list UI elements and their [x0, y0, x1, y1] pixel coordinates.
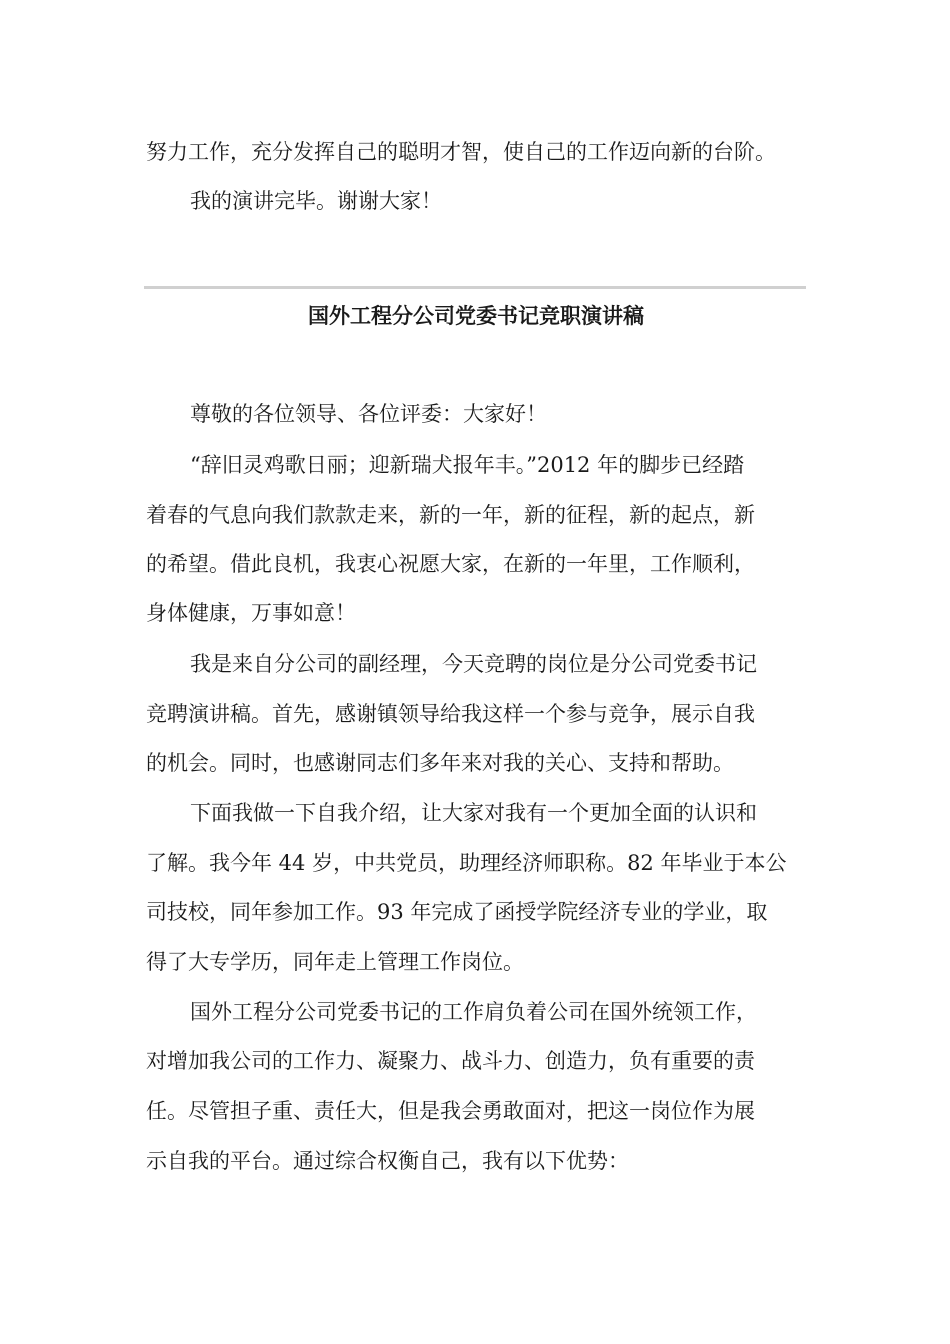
paragraph-line: 的机会。同时，也感谢同志们多年来对我的关心、支持和帮助。 [146, 751, 734, 775]
paragraph-line: 的希望。借此良机，我衷心祝愿大家，在新的一年里，工作顺利， [146, 552, 755, 576]
paragraph-line: “辞旧灵鸡歌日丽；迎新瑞犬报年丰。”2012 年的脚步已经踏 [190, 453, 745, 477]
paragraph-line: 下面我做一下自我介绍，让大家对我有一个更加全面的认识和 [190, 801, 757, 825]
paragraph-line: 竞聘演讲稿。首先，感谢镇领导给我这样一个参与竞争，展示自我 [146, 702, 755, 726]
paragraph-line: 身体健康，万事如意！ [146, 601, 356, 625]
paragraph-line: 得了大专学历，同年走上管理工作岗位。 [146, 950, 524, 974]
paragraph-line: 对增加我公司的工作力、凝聚力、战斗力、创造力，负有重要的责 [146, 1049, 755, 1073]
greeting: 尊敬的各位领导、各位评委：大家好！ [190, 402, 547, 426]
paragraph-line: 示自我的平台。通过综合权衡自己，我有以下优势： [146, 1149, 629, 1173]
section-divider [144, 286, 806, 289]
body-text-line: 努力工作，充分发挥自己的聪明才智，使自己的工作迈向新的台阶。 [146, 140, 776, 164]
paragraph-line: 国外工程分公司党委书记的工作肩负着公司在国外统领工作， [190, 1000, 757, 1024]
paragraph-line: 了解。我今年 44 岁，中共党员，助理经济师职称。82 年毕业于本公 [146, 851, 787, 875]
paragraph-line: 司技校，同年参加工作。93 年完成了函授学院经济专业的学业，取 [146, 900, 768, 924]
paragraph-line: 我是来自分公司的副经理，今天竞聘的岗位是分公司党委书记 [190, 652, 757, 676]
paragraph-line: 着春的气息向我们款款走来，新的一年，新的征程，新的起点，新 [146, 503, 755, 527]
paragraph-line: 任。尽管担子重、责任大，但是我会勇敢面对，把这一岗位作为展 [146, 1099, 755, 1123]
closing-line: 我的演讲完毕。谢谢大家！ [190, 189, 442, 213]
article-title: 国外工程分公司党委书记竞职演讲稿 [308, 303, 644, 328]
